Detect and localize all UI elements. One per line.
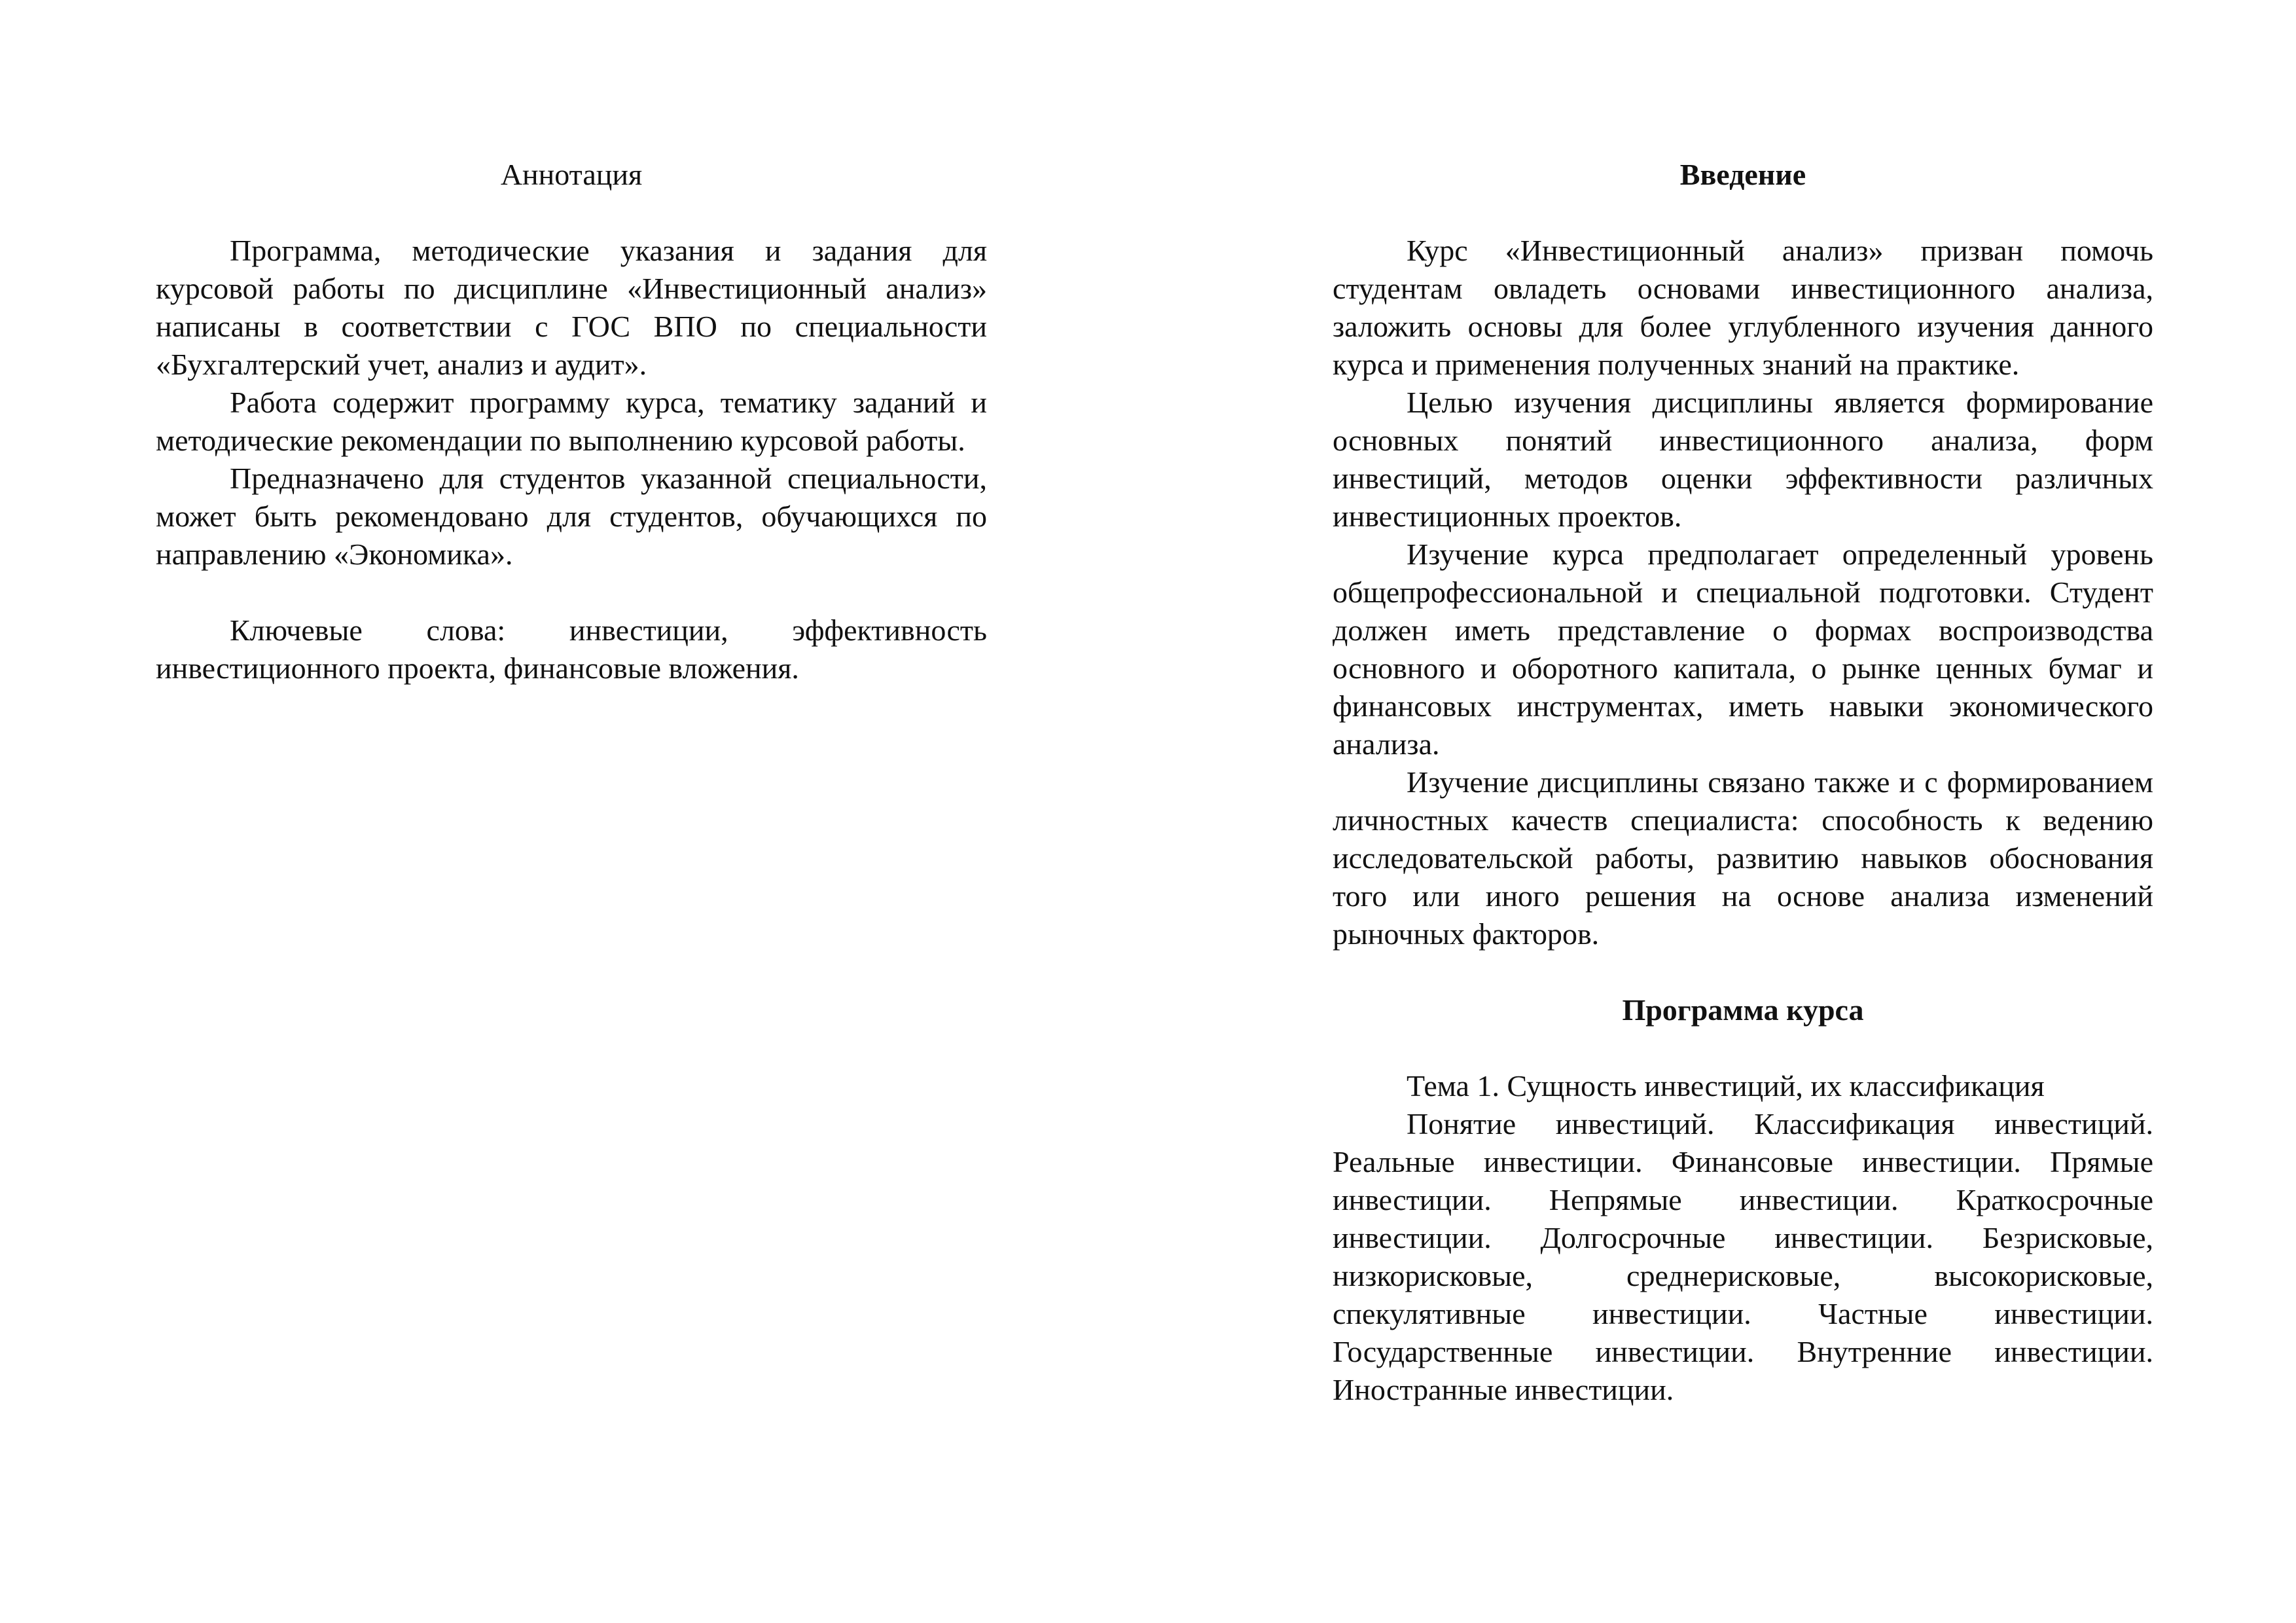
- intro-paragraph-1: Курс «Инвестиционный анализ» призван помочь студентам овладеть основами инвестиционного анализа, заложить основы для более углубленного изучения данного курса и применения полученных знаний на практике.: [1333, 234, 2153, 381]
- topic-paragraph: Понятие инвестиций. Классификация инвестиций. Реальные инвестиции. Финансовые инвестиции. Прямые инвестиции. Непрямые инвестиции. Краткосрочные инвестиции. Долгосрочные инвестиции. Безрисковые, низкорисковые, среднерисковые, высокорисковые, спекулятивные инвестиции. Частные инвестиции. Государственные инвестиции. Внутренние инвестиции. Иностранные инвестиции.: [1333, 1107, 2153, 1406]
- keywords-paragraph: Ключевые слова: инвестиции, эффективность инвестиционного проекта, финансовые вложения.: [156, 613, 987, 685]
- topic-title: Тема 1. Сущность инвестиций, их классификация: [1407, 1069, 2045, 1103]
- right-page: [1333, 0, 2153, 1623]
- intro-paragraph-4: Изучение дисциплины связано также и с формированием личностных качеств специалиста: способность к ведению исследовательской работы, развитию навыков обоснования того или иного решения на основе анализа изменений рыночных факторов.: [1333, 765, 2153, 951]
- spacer: [1333, 953, 2153, 991]
- left-page: [156, 0, 987, 1623]
- annotation-paragraph-2: Работа содержит программу курса, тематику заданий и методические рекомендации по выполнению курсовой работы.: [156, 386, 987, 457]
- spacer: [156, 194, 987, 232]
- annotation-paragraph-3: Предназначено для студентов указанной специальности, может быть рекомендовано для студентов, обучающихся по направлению «Экономика».: [156, 462, 987, 571]
- annotation-paragraph-1: Программа, методические указания и задания для курсовой работы по дисциплине «Инвестиционный анализ» написаны в соответствии с ГОС ВПО по специальности «Бухгалтерский учет, анализ и аудит».: [156, 234, 987, 381]
- program-title: Программа курса: [1622, 993, 1864, 1027]
- spacer: [1333, 194, 2153, 232]
- annotation-title: Аннотация: [500, 158, 643, 191]
- introduction-title: Введение: [1679, 158, 1806, 191]
- intro-paragraph-2: Целью изучения дисциплины является формирование основных понятий инвестиционного анализа, форм инвестиций, методов оценки эффективности различных инвестиционных проектов.: [1333, 386, 2153, 533]
- spacer: [156, 574, 987, 611]
- intro-paragraph-3: Изучение курса предполагает определенный уровень общепрофессиональной и специальной подготовки. Студент должен иметь представление о формах воспроизводства основного и оборотного капитала, о рынке ценных бумаг и финансовых инструментах, иметь навыки экономического анализа.: [1333, 538, 2153, 761]
- spacer: [1333, 1029, 2153, 1067]
